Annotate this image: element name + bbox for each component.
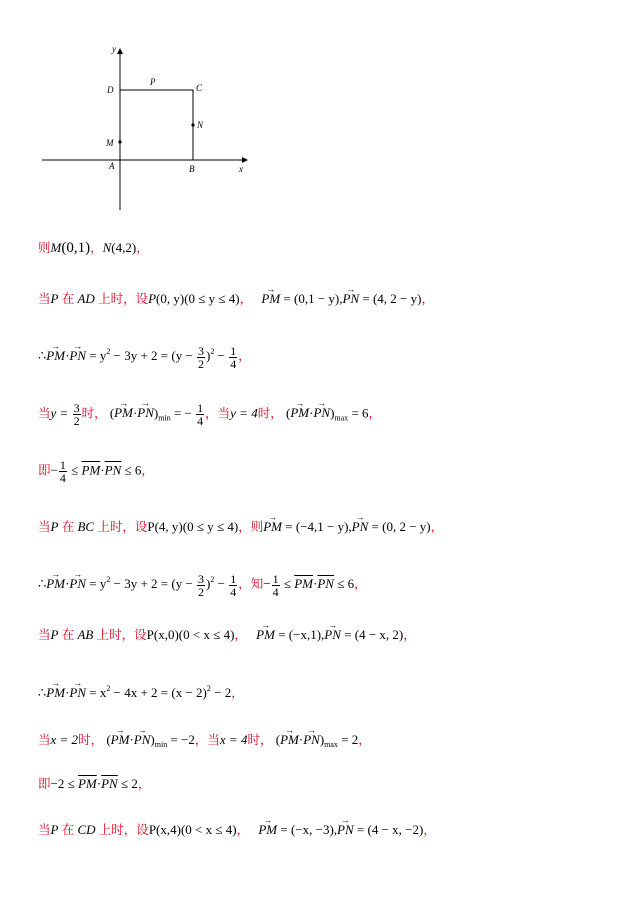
vector-pn: → PN xyxy=(343,289,360,309)
text: ， xyxy=(141,462,154,478)
vector-pn: → PN xyxy=(69,574,86,594)
text: 在 xyxy=(61,822,75,837)
math: = 2 xyxy=(337,732,359,747)
vector-pm: $\overline{PM}$ xyxy=(294,576,313,591)
text: 则 xyxy=(38,240,51,255)
text: 当 xyxy=(38,291,51,306)
math: = (−x,1), xyxy=(274,627,325,642)
vector-pn: $\overline{PN}$ xyxy=(101,776,118,791)
line-case-ab xyxy=(38,625,416,645)
text: 当 xyxy=(38,732,51,747)
text: ，当 xyxy=(205,405,231,421)
math: − 2 xyxy=(210,685,232,700)
text: ， xyxy=(423,822,436,837)
text: 上时，设 xyxy=(98,291,149,306)
math: ) xyxy=(150,732,155,747)
math: x = 4 xyxy=(219,732,248,747)
math: ∴ xyxy=(38,576,47,591)
vector-pm: → PM xyxy=(111,730,130,750)
math: · xyxy=(65,576,70,591)
math: min xyxy=(154,740,168,749)
text: ， xyxy=(354,576,367,591)
vector-pm: → PM xyxy=(46,683,65,703)
math: − 4x + 2 = (x − 2) xyxy=(110,685,207,700)
fraction: $\frac{1}{4}$ xyxy=(59,458,66,485)
text: ， xyxy=(358,732,371,747)
vector-pm: → PM xyxy=(290,403,309,423)
fraction: $\frac{1}{4}$ xyxy=(230,571,237,599)
math: ∴ xyxy=(38,348,47,363)
math: · xyxy=(298,732,304,747)
square-diagram xyxy=(36,40,256,215)
text: 即 xyxy=(38,462,51,478)
point-n xyxy=(191,123,194,126)
fraction: $\frac{3}{2}$ xyxy=(73,401,80,428)
line-extrema-ad xyxy=(38,402,381,428)
text: ， xyxy=(239,291,253,306)
math: y = 4 xyxy=(230,405,258,421)
math: = (4, 2 − y) xyxy=(359,291,422,306)
math: 2 xyxy=(106,575,111,584)
math: P xyxy=(50,519,59,534)
text: 在 xyxy=(61,519,75,534)
math: max xyxy=(334,413,349,423)
math: = y xyxy=(86,348,107,363)
label-b: B xyxy=(189,164,195,174)
vector-pn: → PN xyxy=(324,625,341,645)
text: ， xyxy=(430,519,444,534)
math: P xyxy=(50,822,59,837)
x-axis-arrow xyxy=(242,157,248,163)
math: = (−x, −3), xyxy=(277,822,338,837)
math: ∴ xyxy=(38,685,47,700)
vector-pn: → PN xyxy=(303,730,320,750)
math: (0,1) xyxy=(61,240,91,256)
math: P xyxy=(50,291,59,306)
math: ( xyxy=(275,732,281,747)
text: ， xyxy=(238,348,251,363)
math: = −2 xyxy=(167,732,195,747)
math: = (4 − x, 2) xyxy=(340,627,404,642)
text: ， xyxy=(137,776,151,791)
math: ( xyxy=(109,405,115,421)
math: − xyxy=(50,462,58,478)
text: ， xyxy=(234,627,247,642)
math: ≤ 6 xyxy=(333,576,355,591)
line-extrema-ab xyxy=(38,730,371,755)
math: P xyxy=(148,291,157,306)
text: 在 xyxy=(61,627,75,642)
math: ≤ 2 xyxy=(117,776,138,791)
math: y = xyxy=(50,405,69,421)
vector-pn: → PN xyxy=(134,730,151,750)
text: ， xyxy=(231,685,244,700)
vector-pm: → PM xyxy=(46,574,65,594)
math: CD xyxy=(77,822,96,837)
line-dot-product-bc xyxy=(38,570,367,598)
text: 时， xyxy=(257,405,283,421)
vector-pn: → PN xyxy=(137,403,154,423)
text: ， xyxy=(421,291,434,306)
text: 时， xyxy=(247,732,273,747)
math: − xyxy=(263,576,271,591)
label-p: P xyxy=(150,77,156,87)
math: P(4, y)(0 ≤ y ≤ 4) xyxy=(147,519,239,534)
math: = (0,1 − y), xyxy=(280,291,343,306)
vector-pm: → PM xyxy=(114,403,133,423)
vector-pm: → PM xyxy=(263,517,282,537)
math: = (4 − x, −2) xyxy=(353,822,424,837)
math: N xyxy=(102,240,112,255)
vector-pm: → PM xyxy=(261,289,280,309)
vector-pm: → PM xyxy=(258,820,277,840)
math: · xyxy=(65,348,70,363)
vector-pn: → PN xyxy=(69,683,86,703)
fraction: $\frac{1}{4}$ xyxy=(272,571,279,599)
fraction: $\frac{3}{2}$ xyxy=(198,571,205,599)
math: ) xyxy=(206,348,211,363)
math: · xyxy=(96,776,102,791)
math: ) xyxy=(206,576,211,591)
math: M xyxy=(50,240,62,255)
line-case-ad xyxy=(38,289,434,309)
math: 2 xyxy=(210,347,215,356)
math: P(x,4)(0 < x ≤ 4) xyxy=(148,822,237,837)
math: = x xyxy=(86,685,107,700)
text: 上时，设 xyxy=(97,519,148,534)
math: = 6 xyxy=(348,405,369,421)
label-y: y xyxy=(112,44,116,54)
math: = y xyxy=(86,576,107,591)
text: ，当 xyxy=(194,732,220,747)
vector-pn: → PN xyxy=(337,820,354,840)
math: ) xyxy=(330,405,335,421)
text: ， xyxy=(403,627,416,642)
vector-pm: → PM xyxy=(256,625,275,645)
vector-pn: → PN xyxy=(69,346,86,366)
math: − xyxy=(214,348,225,363)
vector-pm: $\overline{PM}$ xyxy=(81,462,101,478)
math: · xyxy=(65,685,70,700)
line-case-cd xyxy=(38,820,436,840)
math: 2 xyxy=(106,684,111,693)
coordinate-figure xyxy=(36,40,256,215)
line-dot-product-ab xyxy=(38,679,244,703)
math: · xyxy=(132,405,138,421)
label-x: x xyxy=(239,164,243,174)
text: ，知 xyxy=(238,576,264,591)
text: 当 xyxy=(38,822,51,837)
math: · xyxy=(100,462,105,478)
text: 当 xyxy=(38,405,51,421)
text: ，则 xyxy=(238,519,264,534)
vector-pm: $\overline{PM}$ xyxy=(77,776,97,791)
vector-pn: → PN xyxy=(313,403,330,423)
math: (0, y)(0 ≤ y ≤ 4) xyxy=(156,291,240,306)
math: (4,2) xyxy=(111,240,137,255)
math: ≤ xyxy=(280,576,295,591)
text: ， xyxy=(236,822,250,837)
math: ≤ xyxy=(67,462,82,478)
label-a: A xyxy=(109,161,115,171)
math: AD xyxy=(77,291,95,306)
math: −2 ≤ xyxy=(50,776,78,791)
fraction: $\frac{3}{2}$ xyxy=(198,343,205,371)
math: AB xyxy=(77,627,94,642)
line-coordinates xyxy=(38,238,149,258)
math: = (−4,1 − y), xyxy=(282,519,352,534)
vector-pm: → PM xyxy=(46,346,65,366)
text: 时， xyxy=(81,405,107,421)
math: 2 xyxy=(210,575,215,584)
text: 当 xyxy=(38,627,51,642)
vector-pn: $\overline{PN}$ xyxy=(317,576,334,591)
line-case-bc xyxy=(38,517,443,537)
text: 时， xyxy=(78,732,104,747)
math: ) xyxy=(319,732,325,747)
math: 2 xyxy=(206,684,211,693)
math: min xyxy=(158,413,171,423)
label-n: N xyxy=(197,120,204,130)
math: P(x,0)(0 < x ≤ 4) xyxy=(146,627,235,642)
text: ， xyxy=(368,405,382,421)
line-range-ab xyxy=(38,774,150,794)
label-m: M xyxy=(106,138,114,148)
vector-pm: → PM xyxy=(280,730,299,750)
math: ( xyxy=(106,732,111,747)
fraction: $\frac{1}{4}$ xyxy=(230,343,237,371)
math: ) xyxy=(153,405,159,421)
line-dot-product-ad xyxy=(38,342,251,370)
text: 即 xyxy=(38,776,51,791)
text: 上时，设 xyxy=(96,627,147,642)
math: = − xyxy=(170,405,192,421)
math: BC xyxy=(77,519,95,534)
fraction: $\frac{1}{4}$ xyxy=(197,401,204,428)
y-axis-arrow xyxy=(117,48,123,54)
math: max xyxy=(324,740,338,749)
math: 2 xyxy=(106,347,111,356)
vector-pn: → PN xyxy=(352,517,369,537)
label-d: D xyxy=(107,85,114,95)
text: ， xyxy=(90,240,103,255)
math: − xyxy=(214,576,225,591)
square-sides xyxy=(120,90,193,160)
math: = (0, 2 − y) xyxy=(368,519,431,534)
vector-pn: $\overline{PN}$ xyxy=(104,462,122,478)
math: P xyxy=(50,627,59,642)
text: ， xyxy=(136,240,149,255)
math: − 3y + 2 = (y − xyxy=(110,576,193,591)
math: ( xyxy=(285,405,291,421)
math: x = 2 xyxy=(50,732,79,747)
math: ≤ 6 xyxy=(121,462,142,478)
math: · xyxy=(129,732,134,747)
point-m xyxy=(118,140,121,143)
text: 当 xyxy=(38,519,51,534)
text: 在 xyxy=(61,291,75,306)
line-range-ad xyxy=(38,459,154,484)
math: · xyxy=(313,576,318,591)
text: 上时，设 xyxy=(98,822,149,837)
label-c: C xyxy=(196,83,203,93)
math: · xyxy=(309,405,314,421)
math: − 3y + 2 = (y − xyxy=(110,348,193,363)
